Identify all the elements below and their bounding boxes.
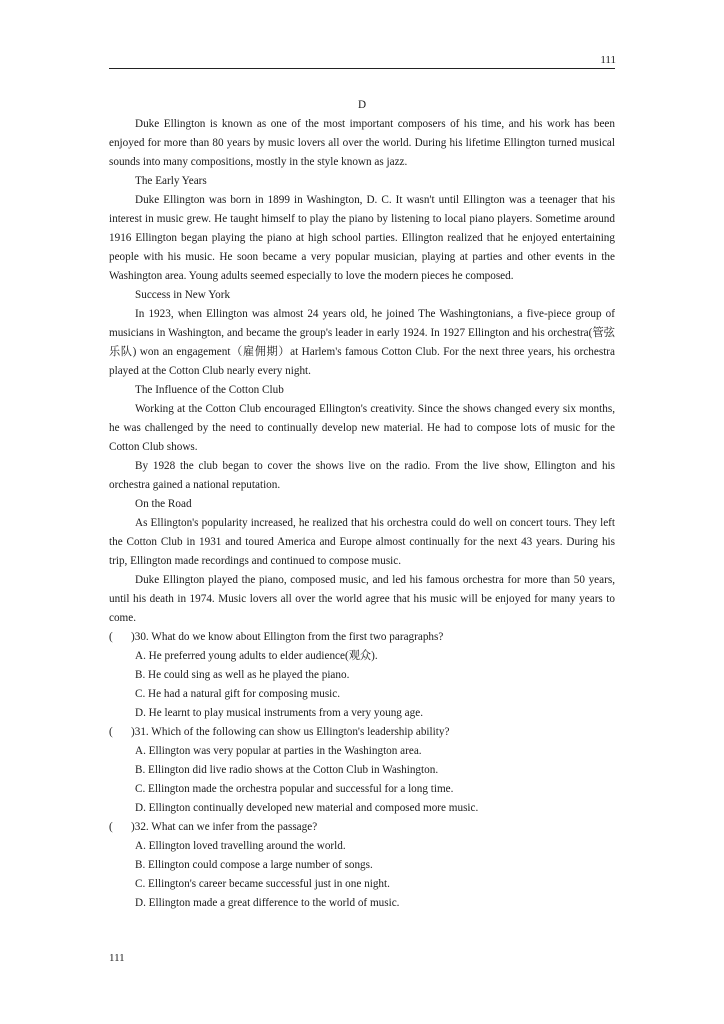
header-rule bbox=[109, 68, 615, 69]
question-31 bbox=[109, 723, 615, 742]
question-30-option-d: D. He learnt to play musical instruments from a very young age. bbox=[135, 707, 424, 719]
answer-blank-31[interactable]: ( bbox=[109, 726, 113, 738]
question-30-option-c: C. He had a natural gift for composing music. bbox=[135, 688, 341, 700]
question-32-option-a: A. Ellington loved travelling around the world. bbox=[135, 840, 346, 852]
question-31-option-b: B. Ellington did live radio shows at the Cotton Club in Washington. bbox=[135, 764, 439, 776]
success-paragraph: In 1923, when Ellington was almost 24 years old, he joined The Washingtonians, a five-piece group of musicians in Washington, and became the group's leader in early 1924. In 1927 Ellington and his orchestra(管弦乐队) won an engagement（雇佣期）at Harlem's famous Cotton Club. For the next three years, his orchestra played at the Cotton Club nearly every night. bbox=[109, 308, 615, 377]
question-30 bbox=[109, 628, 615, 647]
on-the-road-paragraph-1: As Ellington's popularity increased, he realized that his orchestra could do well on concert tours. They left the Cotton Club in 1931 and toured America and Europe almost continually for the next 43 years. During his trip, Ellington made recordings and continued to compose music. bbox=[109, 517, 615, 567]
early-years-paragraph: Duke Ellington was born in 1899 in Washington, D. C. It wasn't until Ellington was a teenager that his interest in music grew. He taught himself to play the piano by listening to local piano players. Sometime around 1916 Ellington began playing the piano at high school parties. Ellington realized that he enjoyed entertaining people with his music. He soon became a very popular musician, playing at parties and other events in the Washington area. Young adults seemed especially to love the modern pieces he composed. bbox=[109, 194, 615, 282]
on-the-road-paragraph-2: Duke Ellington played the piano, composed music, and led his famous orchestra for more than 50 years, until his death in 1974. Music lovers all over the world agree that his music will be enjoyed for many years to come. bbox=[109, 574, 615, 624]
section-heading-on-the-road: On the Road bbox=[135, 498, 192, 510]
passage-label: D bbox=[357, 99, 367, 111]
intro-paragraph: Duke Ellington is known as one of the most important composers of his time, and his work has been enjoyed for more than 80 years by music lovers all over the world. During his lifetime Ellington turned musical sounds into many compositions, mostly in the style known as jazz. bbox=[109, 118, 615, 168]
section-heading-success: Success in New York bbox=[135, 289, 231, 301]
header-page-number: 111 bbox=[600, 54, 616, 66]
question-32 bbox=[109, 818, 615, 837]
influence-paragraph-2: By 1928 the club began to cover the shows live on the radio. From the live show, Ellington and his orchestra gained a national reputation. bbox=[109, 460, 615, 491]
question-31-option-a: A. Ellington was very popular at parties in the Washington area. bbox=[135, 745, 422, 757]
page-content bbox=[109, 96, 615, 913]
question-31-option-d: D. Ellington continually developed new material and composed more music. bbox=[135, 802, 479, 814]
question-30-stem: )30. What do we know about Ellington from the first two paragraphs? bbox=[131, 631, 444, 643]
question-30-option-a: A. He preferred young adults to elder audience(观众). bbox=[135, 650, 378, 662]
section-heading-early-years: The Early Years bbox=[135, 175, 207, 187]
section-heading-influence: The Influence of the Cotton Club bbox=[135, 384, 284, 396]
question-32-option-c: C. Ellington's career became successful just in one night. bbox=[135, 878, 390, 890]
question-31-option-c: C. Ellington made the orchestra popular and successful for a long time. bbox=[135, 783, 454, 795]
question-30-option-b: B. He could sing as well as he played the piano. bbox=[135, 669, 350, 681]
question-32-stem: )32. What can we infer from the passage? bbox=[131, 821, 318, 833]
footer-page-number: 111 bbox=[109, 952, 125, 964]
question-32-option-b: B. Ellington could compose a large number of songs. bbox=[135, 859, 373, 871]
answer-blank-30[interactable]: ( bbox=[109, 631, 113, 643]
influence-paragraph-1: Working at the Cotton Club encouraged Ellington's creativity. Since the shows changed every six months, he was challenged by the need to continually develop new material. He had to compose lots of music for the Cotton Club shows. bbox=[109, 403, 615, 453]
question-31-stem: )31. Which of the following can show us Ellington's leadership ability? bbox=[131, 726, 450, 738]
question-32-option-d: D. Ellington made a great difference to the world of music. bbox=[135, 897, 400, 909]
answer-blank-32[interactable]: ( bbox=[109, 821, 113, 833]
